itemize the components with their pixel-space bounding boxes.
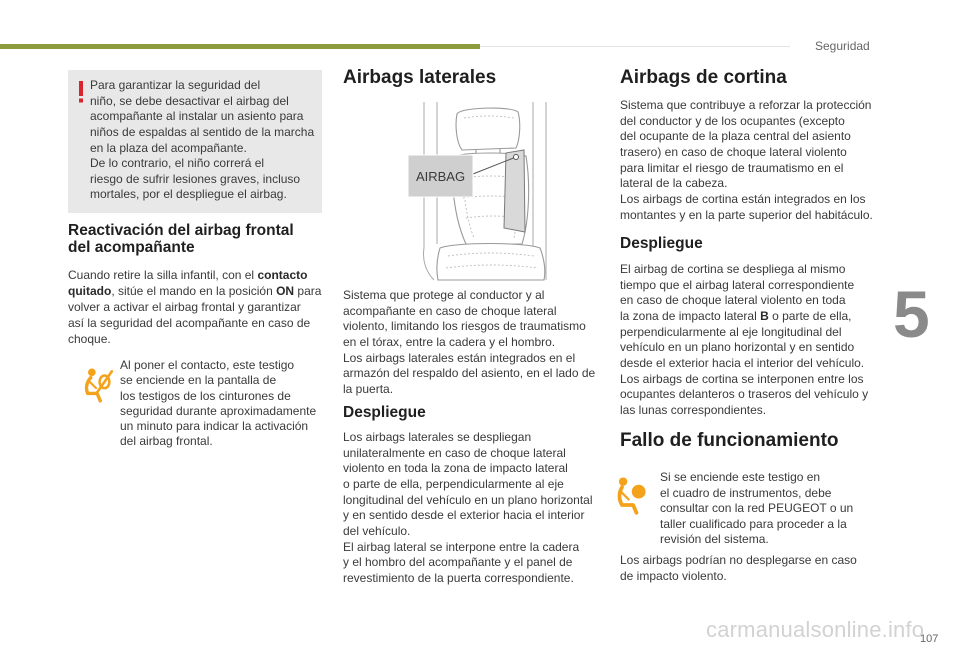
text-line: vehículo en un plano horizontal y en sentido — [620, 340, 855, 355]
text-line: en la plaza del acompañante. — [90, 140, 247, 155]
airbag-off-indicator-text — [120, 358, 316, 450]
text-line: se enciende en la pantalla de — [120, 373, 277, 388]
heading-line: Reactivación del airbag frontal — [68, 222, 294, 239]
chapter-tab-number: 5 — [893, 277, 930, 351]
text-line: los testigos de los cinturones de — [120, 388, 291, 403]
icon-head — [88, 369, 96, 377]
text-line: del vehículo. — [343, 524, 411, 539]
watermark: carmanualsonline.info — [706, 617, 925, 642]
text-line: así la seguridad del acompañante en caso de — [68, 316, 311, 330]
text-line: del airbag frontal. — [120, 434, 213, 449]
bold-term: contacto — [257, 268, 308, 282]
malfunction-title: Fallo de funcionamiento — [620, 430, 839, 451]
airbag-pointer-dot — [514, 155, 519, 160]
text-line: el cuadro de instrumentos, debe — [660, 485, 832, 500]
text-line: Al poner el contacto, este testigo — [120, 358, 295, 372]
text-line: Los airbags laterales están integrados en el — [343, 350, 576, 365]
malfunction-note — [620, 553, 857, 584]
heading-line: del acompañante — [68, 238, 195, 256]
text-line: la puerta. — [343, 382, 394, 397]
text-line: armazón del respaldo del asiento, en el lado de — [343, 366, 596, 381]
text-line: unilateralmente en caso de choque lateral — [343, 445, 566, 460]
curtain-deployment-heading: Despliegue — [620, 235, 703, 252]
text-line: violento en toda la zona de impacto lateral — [343, 461, 568, 476]
text-line: El airbag de cortina se despliega al mismo — [620, 262, 846, 276]
text-line: Los airbags de cortina están integrados en los — [620, 192, 866, 207]
bold-term: ON — [276, 284, 295, 298]
text-line: taller cualificado para proceder a la — [660, 516, 847, 531]
text-line: del conductor y de los ocupantes (excepto — [620, 113, 845, 128]
text-line: un minuto para indicar la activación — [120, 419, 309, 434]
text-line: violento, limitando los riesgos de traumatismo — [343, 319, 586, 334]
text-segment: o parte de ella, — [768, 309, 852, 324]
text-line: Los airbags de cortina se interponen entre los — [620, 371, 864, 386]
text-line: para limitar el riesgo de traumatismo en el — [620, 160, 844, 175]
text-line: trasero) en caso de choque lateral violento — [620, 145, 847, 160]
text-line: mortales, por el despliegue el airbag. — [90, 187, 287, 202]
text-line: revisión del sistema. — [660, 532, 769, 546]
text-segment: la zona de impacto lateral — [620, 309, 761, 324]
text-line: Si se enciende este testigo en — [660, 470, 821, 484]
text-line: longitudinal del vehículo en un plano horizontal — [343, 492, 593, 507]
side-deployment-text — [343, 430, 593, 587]
text-line: o parte de ella, perpendicularmente al eje — [343, 477, 564, 492]
text-line — [68, 267, 321, 283]
text-line: volver a activar el airbag frontal y garantizar — [68, 300, 301, 314]
text-line: Los airbags laterales se despliegan — [343, 430, 532, 444]
text-line: Para garantizar la seguridad del — [90, 78, 261, 92]
text-line: en el tórax, entre la cadera y el hombro. — [343, 335, 556, 350]
reactivation-text — [68, 267, 321, 347]
side-airbags-title: Airbags laterales — [343, 67, 497, 88]
text-line: revestimiento de la puerta correspondiente. — [343, 571, 574, 586]
text-line: ocupantes delanteros o traseros del vehículo y — [620, 387, 869, 402]
exclamation-dot — [79, 99, 83, 103]
reactivation-heading — [68, 223, 294, 256]
text-line: en caso de choque lateral violento en toda — [620, 293, 846, 308]
exclamation-bar — [79, 81, 83, 96]
text-segment: para — [294, 284, 322, 298]
side-airbags-intro — [343, 288, 595, 398]
text-line: las lunas correspondientes. — [620, 403, 767, 418]
section-title: Seguridad — [815, 39, 870, 53]
icon-head — [619, 477, 627, 485]
text-line: y en sentido desde el exterior hacia el interior — [343, 508, 585, 523]
airbag-fault-indicator-text — [660, 470, 853, 548]
text-line: riesgo de sufrir lesiones graves, incluso — [90, 171, 301, 186]
text-line: niño, se debe desactivar el airbag del — [90, 93, 289, 108]
text-line: El airbag lateral se interpone entre la cadera — [343, 539, 580, 554]
text-line: tiempo que el airbag lateral correspondiente — [620, 277, 855, 292]
text-line: consultar con la red PEUGEOT o un — [660, 501, 854, 515]
bold-term: B — [760, 309, 769, 324]
text-line: perpendicularmente al eje longitudinal del — [620, 324, 842, 339]
text-line: niños de espaldas al sentido de la marcha — [90, 124, 315, 139]
seat-cushion — [437, 244, 545, 281]
page-number: 107 — [920, 633, 939, 645]
text-line: desde el exterior hacia el interior del vehículo. — [620, 356, 865, 371]
curtain-airbags-title: Airbags de cortina — [620, 67, 787, 88]
text-line: montantes y en la parte superior del habitáculo. — [620, 207, 873, 222]
side-deployment-heading: Despliegue — [343, 404, 426, 421]
text-line — [68, 283, 321, 299]
icon-belt — [89, 381, 96, 388]
seat-illustration — [400, 98, 560, 283]
text-line: acompañante en caso de choque lateral — [343, 303, 557, 318]
airbag-label: AIRBAG — [415, 169, 466, 184]
warning-text — [90, 78, 314, 203]
text-line: Sistema que protege al conductor y al — [343, 288, 545, 302]
curtain-deployment-text — [620, 262, 868, 419]
text-line: choque. — [68, 332, 111, 346]
header-rule — [480, 46, 790, 47]
text-line: de impacto violento. — [620, 568, 727, 583]
side-airbag-zone — [504, 150, 525, 232]
passenger-airbag-off-icon — [76, 366, 114, 404]
exclamation-icon — [75, 80, 87, 104]
text-line: De lo contrario, el niño correrá el — [90, 156, 265, 171]
curtain-airbags-intro — [620, 98, 873, 224]
text-line — [620, 309, 868, 325]
text-line: Sistema que contribuye a reforzar la protección — [620, 98, 872, 112]
header-accent-bar — [0, 44, 480, 49]
bold-term: quitado — [68, 284, 112, 298]
text-line: y el hombro del acompañante y el panel de — [343, 555, 573, 570]
text-line: del ocupante de la plaza central del asiento — [620, 129, 851, 144]
text-segment: , sitúe el mando en la posición — [111, 284, 277, 298]
text-line: acompañante al instalar un asiento para — [90, 109, 304, 124]
seat-headrest — [456, 108, 520, 150]
text-line: Los airbags podrían no desplegarse en caso — [620, 553, 857, 567]
icon-airbag — [632, 485, 646, 499]
airbag-fault-icon — [612, 475, 652, 515]
text-line: seguridad durante aproximadamente — [120, 403, 317, 418]
text-line: lateral de la cabeza. — [620, 176, 728, 191]
text-segment: Cuando retire la silla infantil, con el — [68, 268, 258, 282]
